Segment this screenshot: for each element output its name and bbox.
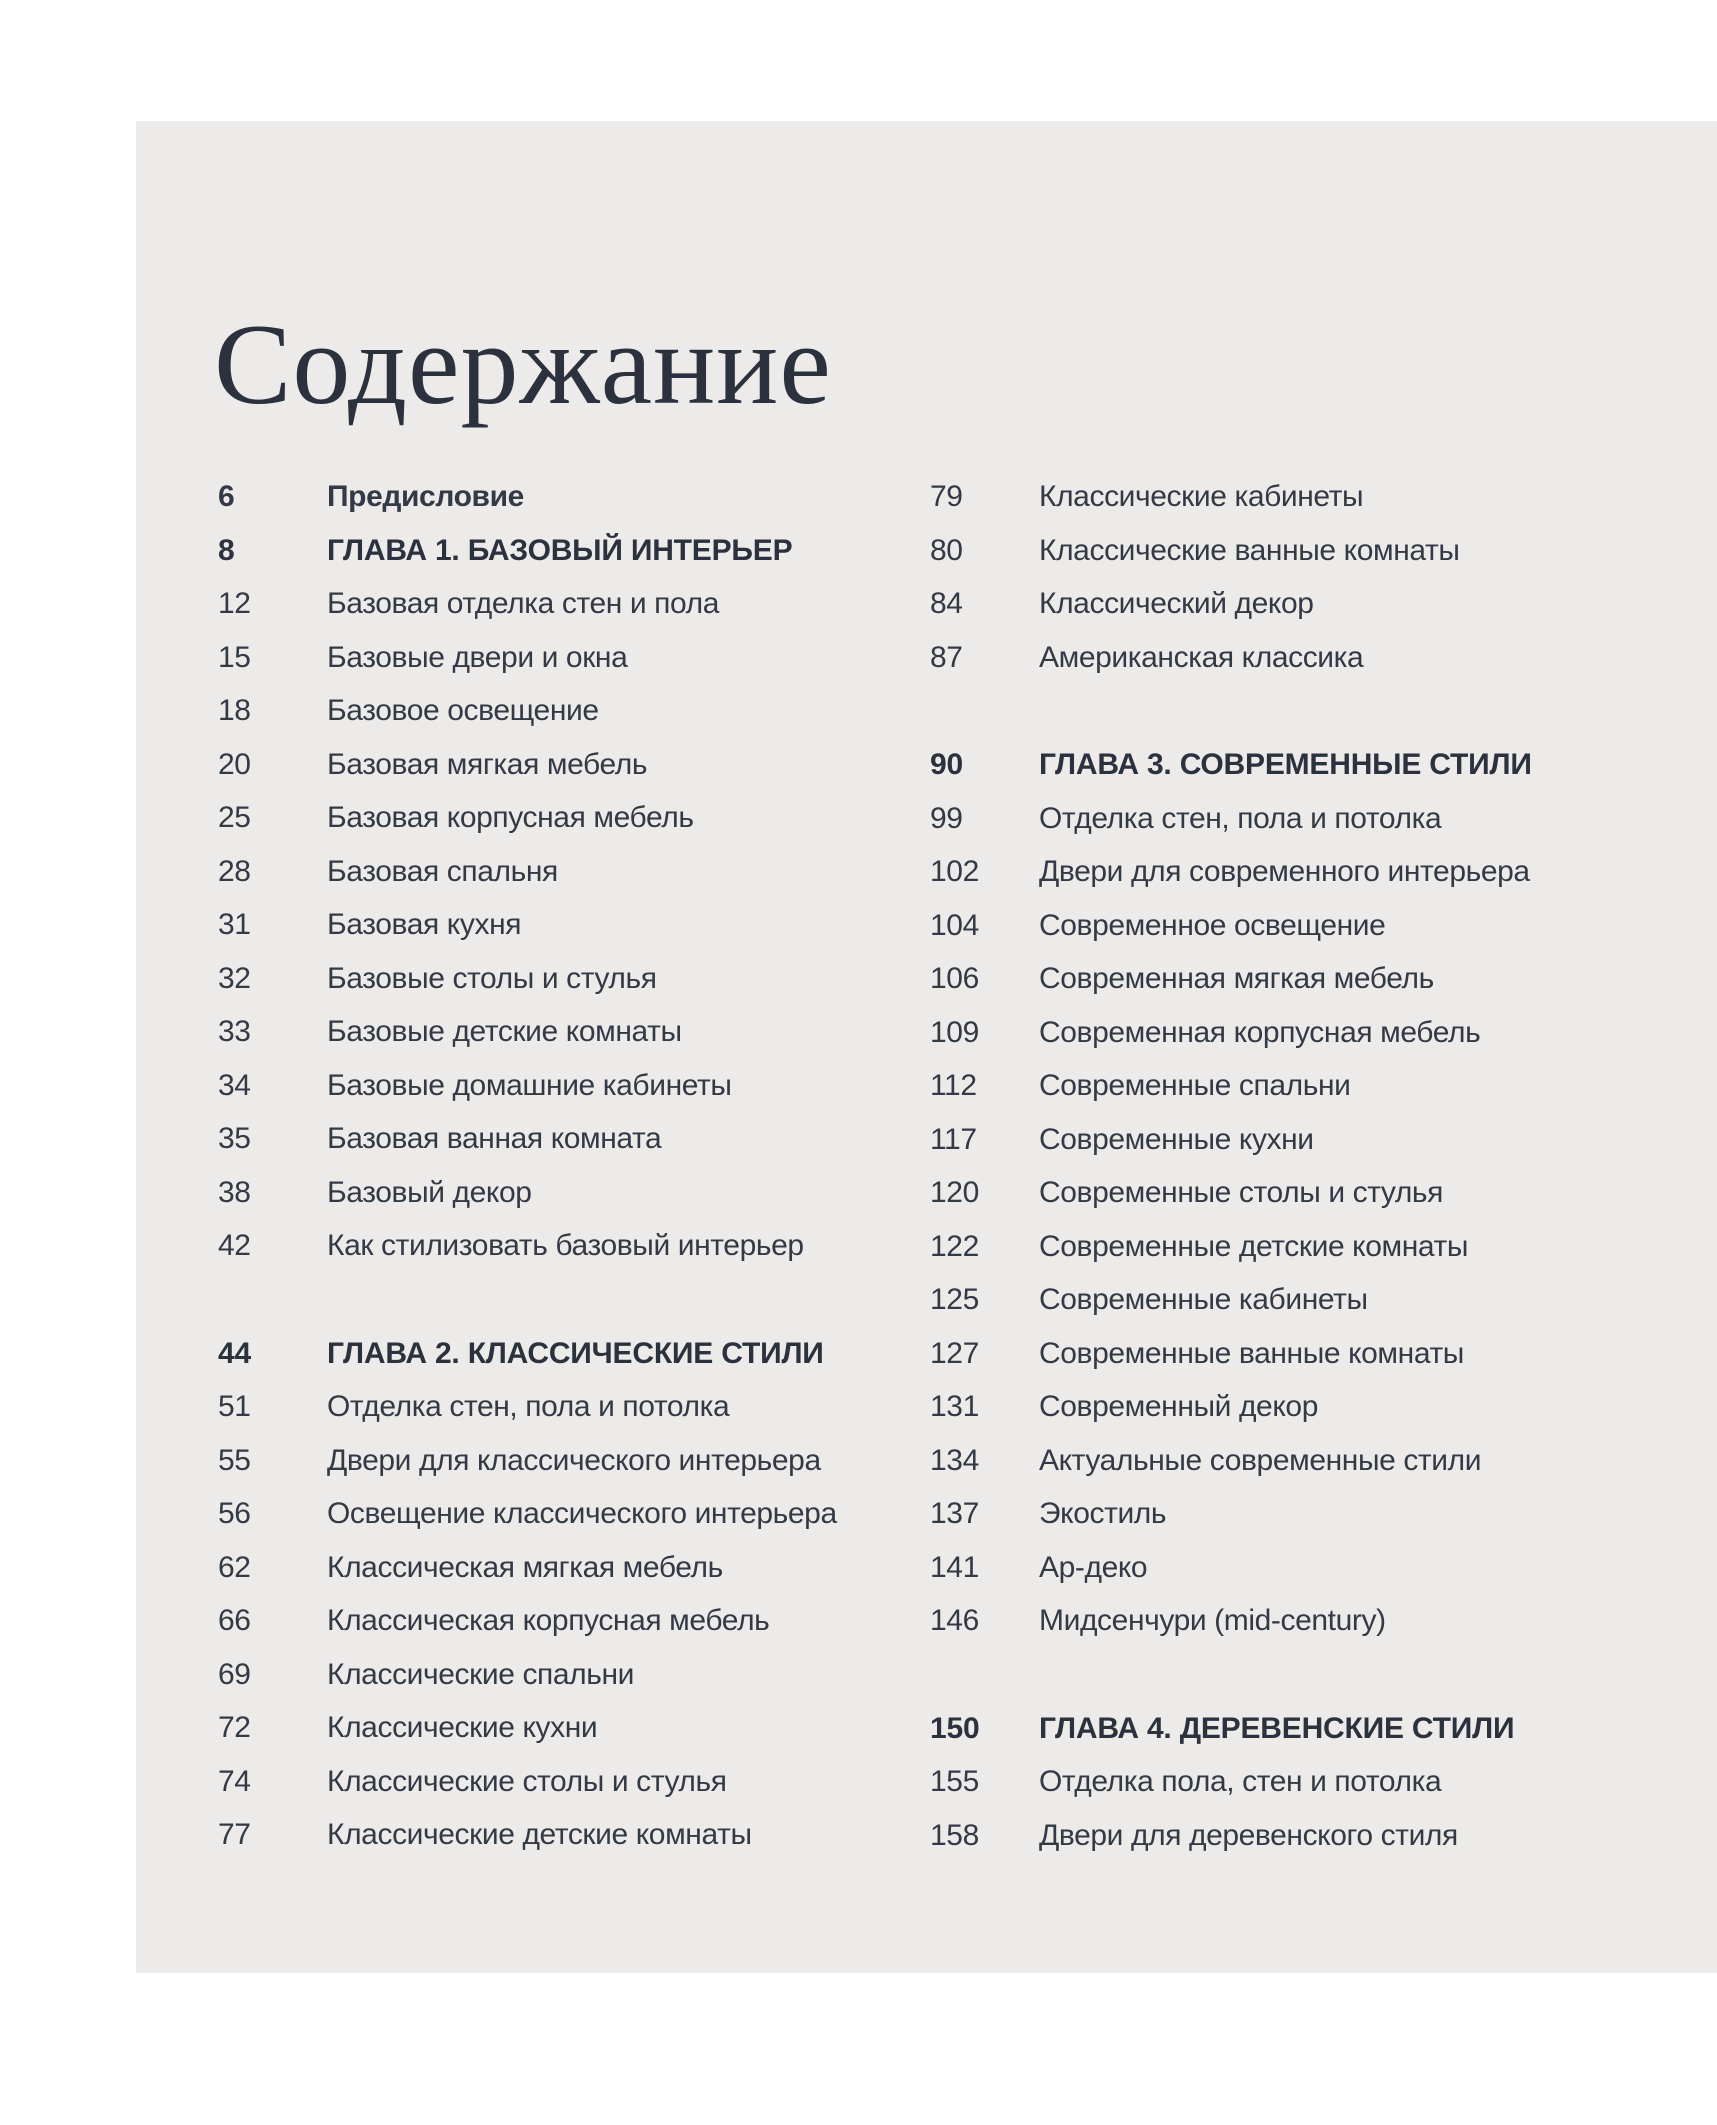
toc-row: [930, 1755, 1690, 1809]
toc-row: [218, 1219, 908, 1273]
toc-page-number: 80: [930, 533, 963, 567]
toc-row: [218, 898, 908, 952]
toc-row: [218, 952, 908, 1006]
toc-entry-label: Классические кабинеты: [1039, 480, 1364, 513]
toc-row: [930, 1059, 1690, 1113]
toc-entry-label: Предисловие: [327, 480, 524, 513]
toc-entry-label: Базовые двери и окна: [327, 640, 628, 674]
toc-chapter-label: ГЛАВА 4. ДЕРЕВЕНСКИЕ СТИЛИ: [1039, 1711, 1515, 1745]
toc-row: [218, 1701, 908, 1755]
toc-page-number: 112: [930, 1069, 977, 1102]
toc-page-number: 8: [218, 533, 235, 567]
toc-entry-label: Современный декор: [1039, 1390, 1318, 1423]
toc-row: [930, 1166, 1690, 1220]
toc-row: [218, 1380, 908, 1434]
toc-row: [930, 1487, 1690, 1541]
toc-entry-label: Современная корпусная мебель: [1039, 1015, 1481, 1049]
toc-page-number: 72: [218, 1711, 251, 1744]
toc-row: [930, 899, 1690, 953]
toc-page-number: 66: [218, 1604, 251, 1637]
toc-entry-label: Базовая спальня: [327, 854, 558, 888]
toc-page-number: 6: [218, 480, 235, 513]
toc-row: [930, 631, 1690, 685]
toc-entry-label: Современные спальни: [1039, 1069, 1351, 1102]
toc-entry-label: Базовая мягкая мебель: [327, 747, 648, 781]
toc-entry-label: Американская классика: [1039, 640, 1364, 674]
toc-entry-label: Современное освещение: [1039, 908, 1386, 942]
toc-row: [218, 1112, 908, 1166]
toc-row: [930, 792, 1690, 846]
toc-row: [218, 524, 908, 578]
toc-page-number: 127: [930, 1336, 979, 1370]
toc-entry-label: Освещение классического интерьера: [327, 1497, 837, 1530]
toc-entry-label: Современные кабинеты: [1039, 1283, 1368, 1316]
toc-entry-label: Базовые детские комнаты: [327, 1015, 682, 1048]
toc-entry-label: Классические ванные комнаты: [1039, 533, 1460, 567]
toc-row: [930, 1273, 1690, 1327]
toc-row: [218, 738, 908, 792]
toc-entry-label: Базовая корпусная мебель: [327, 801, 694, 834]
toc-entry-label: Классические детские комнаты: [327, 1818, 752, 1851]
toc-page-number: 122: [930, 1229, 979, 1263]
contents-page-panel: [136, 121, 1717, 1973]
toc-entry-label: Базовые домашние кабинеты: [327, 1068, 732, 1102]
toc-row: [930, 1434, 1690, 1488]
toc-page-number: 62: [218, 1550, 251, 1584]
toc-page-number: 141: [930, 1550, 979, 1584]
toc-page-number: 25: [218, 801, 251, 834]
toc-page-number: 31: [218, 908, 251, 941]
toc-row: [930, 1702, 1690, 1756]
toc-entry-label: Современные детские комнаты: [1039, 1229, 1469, 1263]
toc-entry-label: Классические столы и стулья: [327, 1764, 727, 1798]
toc-row: [218, 791, 908, 845]
toc-row: [218, 1755, 908, 1809]
toc-entry-label: Классический декор: [1039, 587, 1314, 620]
toc-row: [930, 1220, 1690, 1274]
toc-row: [930, 1809, 1690, 1863]
toc-page-number: 69: [218, 1657, 251, 1691]
toc-page-number: 55: [218, 1443, 251, 1477]
toc-row: [218, 1005, 908, 1059]
toc-page-number: 84: [930, 587, 963, 620]
toc-entry-label: Актуальные современные стили: [1039, 1443, 1482, 1477]
toc-page-number: 104: [930, 908, 979, 942]
toc-page-number: 12: [218, 587, 251, 620]
toc-entry-label: Классическая мягкая мебель: [327, 1550, 723, 1584]
toc-row: [218, 470, 908, 524]
toc-page-number: 35: [218, 1122, 251, 1155]
toc-entry-label: Базовое освещение: [327, 694, 599, 727]
toc-page-number: 42: [218, 1229, 251, 1262]
toc-entry-label: Классическая корпусная мебель: [327, 1604, 770, 1637]
toc-entry-label: Современные столы и стулья: [1039, 1176, 1444, 1209]
toc-page-number: 106: [930, 962, 979, 995]
toc-page-number: 109: [930, 1015, 979, 1049]
toc-row: [930, 1006, 1690, 1060]
toc-entry-label: Современная мягкая мебель: [1039, 962, 1434, 995]
page-title: Содержание: [214, 300, 832, 429]
toc-page-number: 56: [218, 1497, 251, 1530]
toc-row: [930, 1541, 1690, 1595]
toc-row: [218, 1541, 908, 1595]
toc-entry-label: Мидсенчури (mid-century): [1039, 1604, 1386, 1637]
toc-entry-label: Двери для современного интерьера: [1039, 855, 1530, 888]
toc-page-number: 90: [930, 748, 963, 781]
toc-chapter-label: ГЛАВА 1. БАЗОВЫЙ ИНТЕРЬЕР: [327, 533, 793, 567]
toc-row: [218, 684, 908, 738]
toc-entry-label: Базовая кухня: [327, 908, 522, 941]
toc-page-number: 125: [930, 1283, 979, 1316]
toc-page-number: 134: [930, 1443, 979, 1477]
toc-entry-label: Отделка пола, стен и потолка: [1039, 1765, 1442, 1798]
toc-row: [218, 1487, 908, 1541]
toc-row: [930, 845, 1690, 899]
toc-page-number: 77: [218, 1818, 251, 1851]
toc-row: [930, 1380, 1690, 1434]
toc-entry-label: Как стилизовать базовый интерьер: [327, 1229, 804, 1262]
toc-chapter-label: ГЛАВА 2. КЛАССИЧЕСКИЕ СТИЛИ: [327, 1336, 824, 1370]
toc-page-number: 102: [930, 855, 979, 888]
toc-page-number: 74: [218, 1764, 251, 1798]
toc-page-number: 150: [930, 1711, 980, 1745]
toc-entry-label: Современные ванные комнаты: [1039, 1336, 1464, 1370]
toc-page-number: 32: [218, 961, 251, 995]
toc-page-number: 20: [218, 747, 251, 781]
toc-row: [218, 1594, 908, 1648]
toc-row: [218, 1327, 908, 1381]
toc-entry-label: Двери для деревенского стиля: [1039, 1818, 1458, 1852]
toc-page-number: 28: [218, 854, 251, 888]
toc-column-right: [930, 470, 1690, 1862]
toc-page-number: 15: [218, 640, 251, 674]
toc-row: [930, 524, 1690, 578]
toc-row: [930, 1113, 1690, 1167]
toc-entry-label: Базовая ванная комната: [327, 1122, 662, 1155]
toc-page-number: 137: [930, 1497, 979, 1530]
toc-page-number: 44: [218, 1336, 251, 1370]
toc-entry-label: Современные кухни: [1039, 1122, 1314, 1156]
toc-entry-label: Отделка стен, пола и потолка: [327, 1390, 730, 1423]
toc-row: [930, 1594, 1690, 1648]
toc-page-number: 79: [930, 480, 963, 513]
toc-page-number: 155: [930, 1765, 979, 1798]
toc-row: [930, 577, 1690, 631]
toc-row: [218, 1808, 908, 1862]
toc-page-number: 120: [930, 1176, 979, 1209]
toc-page-number: 38: [218, 1175, 251, 1209]
toc-row: [218, 1434, 908, 1488]
toc-page-number: 34: [218, 1068, 251, 1102]
toc-entry-label: Ар-деко: [1039, 1550, 1148, 1584]
toc-row: [930, 1327, 1690, 1381]
toc-entry-label: Классические кухни: [327, 1711, 598, 1744]
toc-page-number: 158: [930, 1818, 979, 1852]
toc-page-number: 33: [218, 1015, 251, 1048]
toc-row: [218, 631, 908, 685]
toc-row: [930, 952, 1690, 1006]
toc-page-number: 146: [930, 1604, 979, 1637]
toc-entry-label: Отделка стен, пола и потолка: [1039, 801, 1442, 835]
toc-row: [218, 577, 908, 631]
toc-entry-label: Двери для классического интерьера: [327, 1443, 821, 1477]
toc-entry-label: Классические спальни: [327, 1657, 635, 1691]
toc-entry-label: Базовая отделка стен и пола: [327, 587, 720, 620]
toc-column-left: [218, 470, 908, 1862]
toc-row: [930, 470, 1690, 524]
toc-page-number: 117: [930, 1122, 977, 1156]
toc-row: [218, 1059, 908, 1113]
toc-entry-label: Базовые столы и стулья: [327, 961, 657, 995]
toc-row: [218, 845, 908, 899]
toc-page-number: 51: [218, 1390, 251, 1423]
toc-row: [218, 1648, 908, 1702]
toc-page-number: 87: [930, 640, 963, 674]
toc-entry-label: Базовый декор: [327, 1175, 532, 1209]
toc-page-number: 131: [930, 1390, 979, 1423]
toc-page-number: 99: [930, 801, 963, 835]
toc-entry-label: Экостиль: [1039, 1497, 1167, 1530]
toc-row: [930, 738, 1690, 792]
toc-page-number: 18: [218, 694, 251, 727]
toc-row: [218, 1166, 908, 1220]
toc-chapter-label: ГЛАВА 3. СОВРЕМЕННЫЕ СТИЛИ: [1039, 748, 1532, 781]
